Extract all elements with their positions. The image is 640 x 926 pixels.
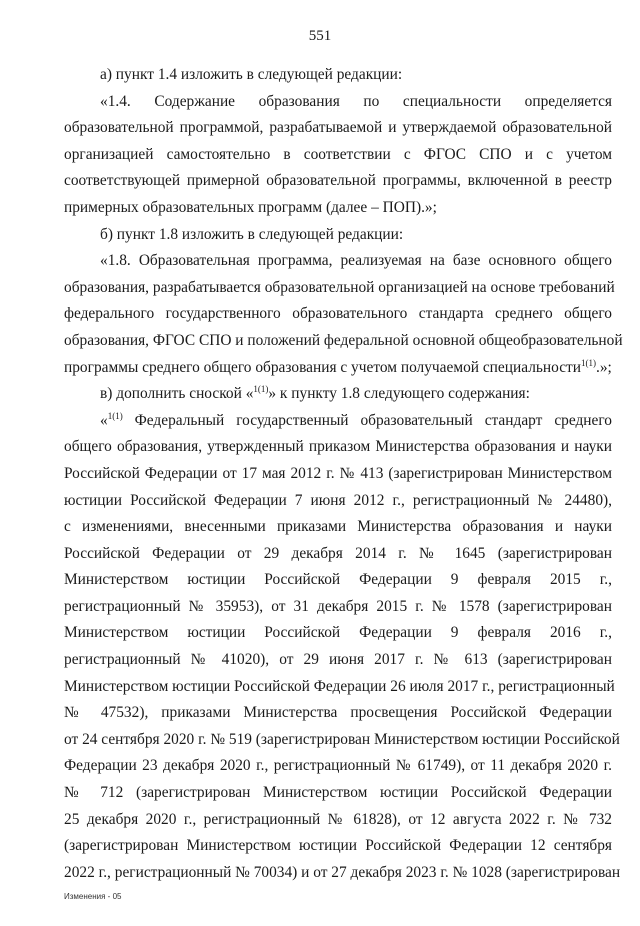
text-line: «1.4. Содержание образования по специальности определяется bbox=[100, 92, 612, 110]
footnote-marker: 1(1) bbox=[107, 410, 123, 421]
footnote-marker: 1(1) bbox=[581, 357, 596, 368]
text-line: Министерством юстиции Российской Федерации 9 февраля 2016 г., bbox=[64, 624, 612, 642]
text-line: федерального государственного образовательного стандарта среднего общего bbox=[64, 305, 612, 323]
page-footer: Изменения - 05 bbox=[64, 892, 122, 901]
text-line: Министерством юстиции Российской Федерации 26 июля 2017 г., регистрационный bbox=[64, 677, 615, 695]
text-line: (зарегистрирован Министерством юстиции Российской Федерации 12 сентября bbox=[64, 837, 612, 855]
text-line: Российской Федерации от 29 декабря 2014 г. № 1645 (зарегистрирован bbox=[64, 544, 612, 562]
text-line: № 712 (зарегистрирован Министерством юстиции Российской Федерации bbox=[64, 784, 612, 802]
text-line: Российской Федерации от 17 мая 2012 г. № 413 (зарегистрирован Министерством bbox=[64, 464, 612, 482]
text-line: регистрационный № 35953), от 31 декабря 2015 г. № 1578 (зарегистрирован bbox=[64, 597, 612, 615]
text-line bbox=[64, 355, 612, 382]
text-line: общего образования, утвержденный приказом Министерства образования и науки bbox=[64, 438, 612, 456]
paragraph-1-8 bbox=[64, 248, 623, 381]
text-line: образования, ФГОС СПО и положений федеральной основной общеобразовательной bbox=[64, 331, 623, 349]
text-line: б) пункт 1.8 изложить в следующей редакции: bbox=[100, 225, 404, 243]
text-line: примерных образовательных программ (далее – ПОП).»; bbox=[64, 198, 437, 216]
text-fragment: » к пункту 1.8 следующего содержания: bbox=[268, 385, 530, 403]
text-line: Федерации 23 декабря 2020 г., регистрационный № 61749), от 11 декабря 2020 г. bbox=[64, 757, 612, 775]
paragraph-1-4 bbox=[64, 89, 612, 222]
footnote-paragraph bbox=[64, 408, 621, 887]
footnote-marker: 1(1) bbox=[253, 384, 269, 395]
text-line: 25 декабря 2020 г., регистрационный № 61828), от 12 августа 2022 г. № 732 bbox=[64, 810, 612, 828]
text-line: образовательной программой, разрабатываемой и утверждаемой образовательной bbox=[64, 119, 612, 137]
text-line: 2022 г., регистрационный № 70034) и от 27 декабря 2023 г. № 1028 (зарегистрирован bbox=[64, 863, 621, 881]
text-line: Министерством юстиции Российской Федерации 9 февраля 2015 г., bbox=[64, 571, 612, 589]
text-line: регистрационный № 41020), от 29 июня 2017 г. № 613 (зарегистрирован bbox=[64, 651, 612, 669]
paragraph-c bbox=[64, 381, 612, 408]
page-number: 551 bbox=[308, 28, 332, 44]
document-body bbox=[64, 62, 623, 886]
text-fragment: .»; bbox=[596, 358, 612, 376]
paragraph-b bbox=[64, 222, 612, 249]
paragraph-a bbox=[64, 62, 612, 89]
text-line: организацией самостоятельно в соответствии с ФГОС СПО и с учетом bbox=[64, 145, 612, 163]
text-fragment: Федеральный государственный образовательный стандарт среднего bbox=[122, 411, 612, 429]
text-line: а) пункт 1.4 изложить в следующей редакции: bbox=[100, 66, 403, 83]
text-line bbox=[64, 408, 612, 435]
text-line: с изменениями, внесенными приказами Министерства образования и науки bbox=[64, 518, 612, 536]
text-fragment: « bbox=[100, 411, 108, 429]
text-fragment: в) дополнить сноской « bbox=[100, 385, 254, 403]
text-line: «1.8. Образовательная программа, реализуемая на базе основного общего bbox=[100, 252, 612, 270]
text-fragment: программы среднего общего образования с учетом получаемой специальности bbox=[64, 358, 581, 376]
text-line: образования, разрабатывается образовательной организацией на основе требований bbox=[64, 278, 615, 296]
text-line: юстиции Российской Федерации 7 июня 2012 г., регистрационный № 24480), bbox=[64, 491, 612, 509]
text-line: № 47532), приказами Министерства просвещения Российской Федерации bbox=[64, 704, 612, 722]
text-line: соответствующей примерной образовательной программы, включенной в реестр bbox=[64, 172, 612, 190]
text-line: от 24 сентября 2020 г. № 519 (зарегистрирован Министерством юстиции Российской bbox=[64, 730, 620, 748]
text-line bbox=[64, 381, 612, 408]
